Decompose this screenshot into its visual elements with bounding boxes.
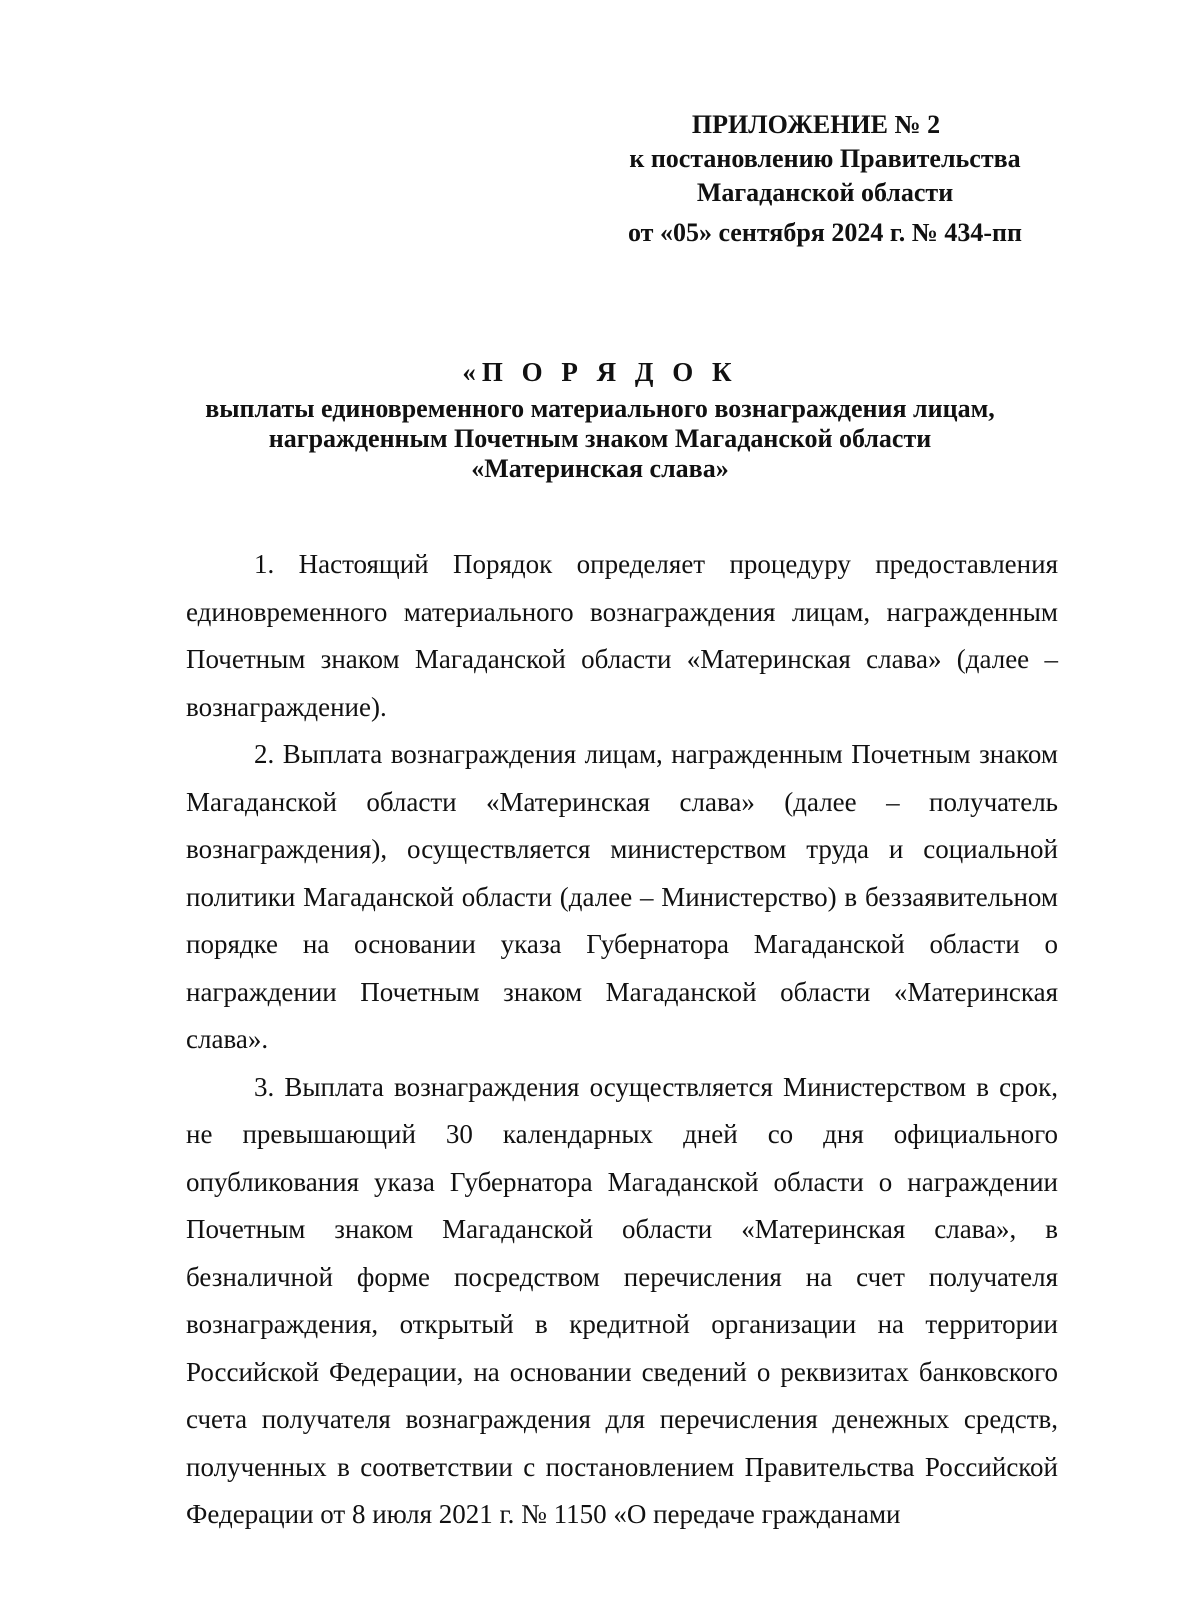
appendix-header [590,108,1060,250]
document-body [186,541,1058,1539]
document-heading: «П О Р Я Д О К [462,357,738,387]
document-subtitle-line-1: выплаты единовременного материального вознаграждения лицам, [205,394,995,423]
paragraph-1: 1. Настоящий Порядок определяет процедуру предоставления единовременного материального вознаграждения лицам, награжденным Почетным знаком Магаданской области «Материнская слава» (далее – вознаграждение). [186,549,1058,722]
appendix-resolution-line: к постановлению Правительства [629,144,1021,173]
appendix-region-line: Магаданской области [696,178,954,207]
appendix-date-line: от «05» сентября 2024 г. № 434-пп [628,218,1022,247]
document-title-block [150,352,1050,484]
paragraph-3: 3. Выплата вознаграждения осуществляется Министерством в срок, не превышающий 30 календарных дней со дня официального опубликования указа Губернатора Магаданской области о награждении Почетным знаком Магаданской области «Материнская слава», в безналичной форме посредством перечисления на счет получателя вознаграждения, открытый в кредитной организации на территории Российской Федерации, на основании сведений о реквизитах банковского счета получателя вознаграждения для перечисления денежных средств, полученных в соответствии с постановлением Правительства Российской Федерации от 8 июля 2021 г. № 1150 «О передаче гражданами [186,1071,1058,1529]
document-subtitle-line-3: «Материнская слава» [471,454,729,483]
paragraph-2: 2. Выплата вознаграждения лицам, награжденным Почетным знаком Магаданской области «Материнская слава» (далее – получатель вознаграждения), осуществляется министерством труда и социальной политики Магаданской области (далее – Министерство) в беззаявительном порядке на основании указа Губернатора Магаданской области о награждении Почетным знаком Магаданской области «Материнская слава». [186,739,1058,1054]
document-subtitle-line-2: награжденным Почетным знаком Магаданской области [268,424,932,453]
appendix-title: ПРИЛОЖЕНИЕ № 2 [691,110,941,139]
